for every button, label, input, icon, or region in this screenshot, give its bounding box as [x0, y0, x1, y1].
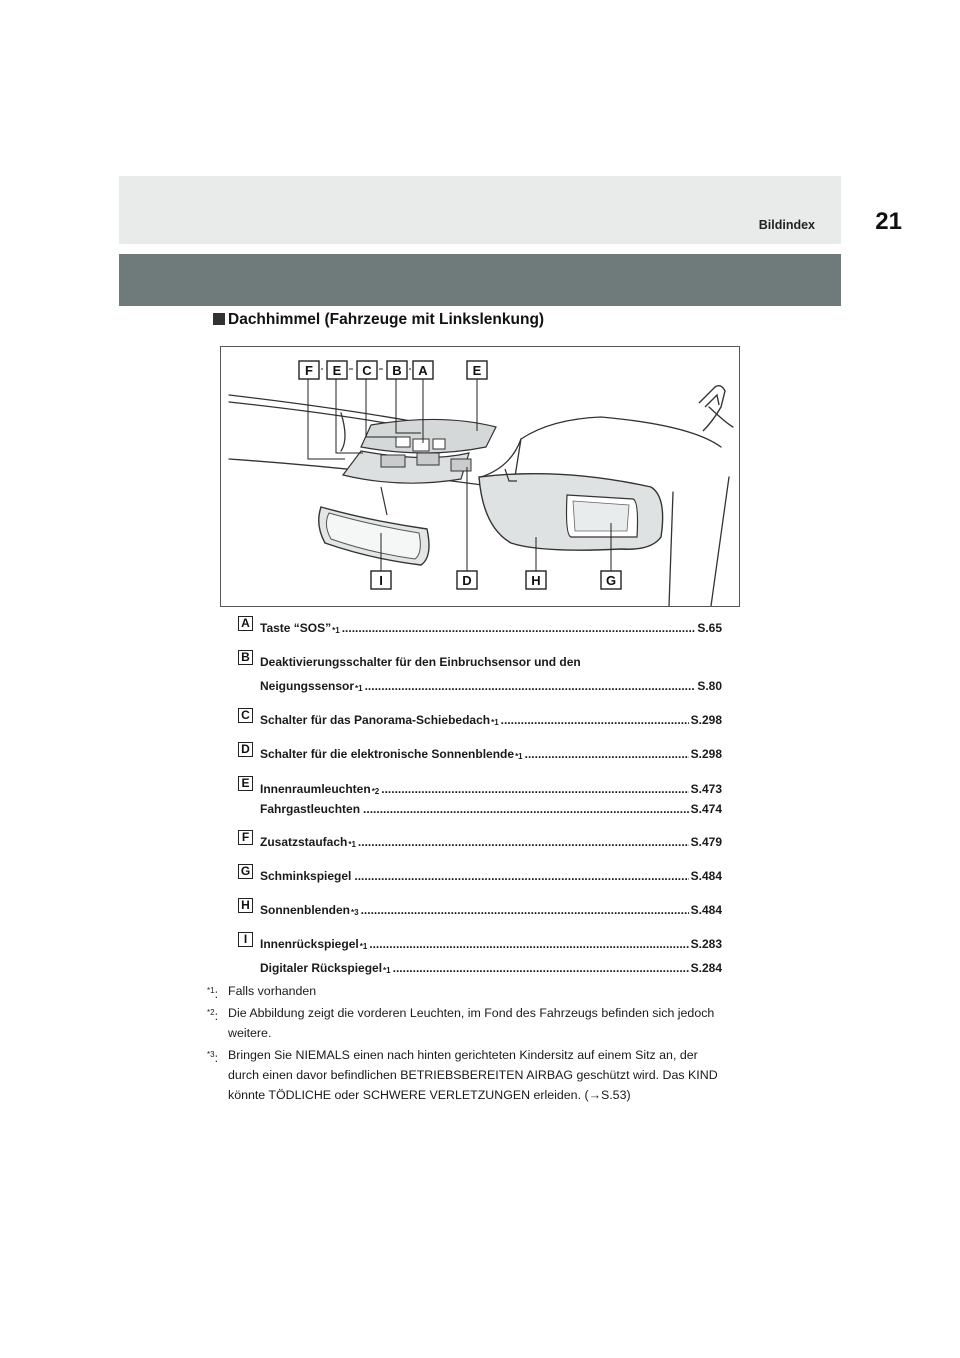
leader-dots	[525, 747, 689, 761]
entry-tag: D	[238, 742, 253, 757]
callout-B	[387, 361, 407, 379]
leader-dots	[393, 961, 689, 975]
entry-text: Innenrückspiegel	[260, 937, 359, 951]
entry-line	[260, 619, 722, 635]
callout-F	[299, 361, 319, 379]
leader-dots	[501, 713, 689, 727]
leader-dots	[361, 903, 689, 917]
page-number: 21	[875, 208, 902, 235]
footnote-mark: $^{*3}$:	[207, 1050, 219, 1065]
entry-sup: *1	[348, 840, 356, 849]
entry-line	[260, 780, 722, 796]
bottom-callouts	[371, 571, 621, 589]
callout-E-right	[467, 361, 487, 379]
entry-tag: A	[238, 616, 253, 631]
leader-dots	[365, 679, 696, 693]
entry-text: Schalter für das Panorama-Schiebedach	[260, 713, 491, 727]
entry-text: Digitaler Rückspiegel	[260, 961, 383, 975]
callout-H	[526, 571, 546, 589]
svg-text:E: E	[472, 363, 482, 378]
entry-tag: C	[238, 708, 253, 723]
entry-sup: *2	[371, 787, 380, 796]
svg-text:H: H	[531, 573, 541, 588]
leader-dots	[358, 835, 689, 849]
illustration-svg	[221, 347, 739, 606]
page-reference-link[interactable]: S.284	[690, 961, 722, 975]
page-reference-link[interactable]: S.473	[690, 782, 722, 796]
entry-line	[260, 800, 722, 816]
entry-text: Innenraumleuchten	[260, 782, 371, 796]
entry-sup: *1	[355, 684, 363, 693]
svg-text:A: A	[418, 363, 428, 378]
svg-text:C: C	[362, 363, 372, 378]
square-bullet-icon	[213, 313, 225, 325]
entry-line	[260, 653, 722, 669]
footnote-line: könnte TÖDLICHE oder SCHWERE VERLETZUNGEN erleiden. (→S.53)	[228, 1088, 631, 1102]
leader-dots	[342, 621, 696, 635]
entry-text: Schalter für die elektronische Sonnenblende	[260, 747, 515, 761]
entry-line	[260, 935, 722, 951]
footnote-1	[207, 981, 747, 1001]
entry-sup: *1	[383, 966, 391, 975]
title-band	[119, 254, 841, 306]
page-reference-link[interactable]: S.80	[697, 679, 722, 693]
page-reference-link[interactable]: S.474	[690, 802, 722, 816]
sun-visor	[479, 469, 663, 550]
rearview-mirror	[319, 487, 429, 565]
page-reference-link[interactable]: S.298	[690, 713, 722, 727]
svg-text:G: G	[605, 573, 617, 588]
page-reference-link[interactable]: S.484	[690, 903, 722, 917]
header-band	[119, 176, 841, 244]
entry-text: Deaktivierungsschalter für den Einbruchsensor und den	[260, 655, 581, 669]
entry-line	[260, 711, 722, 727]
entry-tag: I	[238, 932, 253, 947]
entry-tag: E	[238, 776, 253, 791]
footnote-line: weitere.	[228, 1026, 272, 1040]
page-reference-link[interactable]: S.65	[697, 621, 722, 635]
callout-E-left	[327, 361, 347, 379]
callout-A	[413, 361, 433, 379]
callout-G	[601, 571, 621, 589]
entry-sup: *3	[351, 908, 359, 917]
leader-dots	[363, 802, 689, 816]
entry-sup: *1	[491, 718, 499, 727]
entry-line	[260, 959, 722, 975]
footnote-2	[207, 1003, 747, 1043]
callout-D	[457, 571, 477, 589]
section-label: Bildindex	[758, 218, 815, 232]
grab-handle	[699, 386, 725, 431]
entry-text: Schminkspiegel	[260, 869, 352, 883]
entry-tag: G	[238, 864, 253, 879]
svg-text:I: I	[379, 573, 383, 588]
entry-sup: *1	[359, 942, 368, 951]
entry-text: Neigungssensor	[260, 679, 355, 693]
svg-text:E: E	[332, 363, 342, 378]
top-callouts	[299, 361, 487, 379]
entry-text: Sonnenblenden	[260, 903, 350, 917]
entry-tag: H	[238, 898, 253, 913]
footnote-line: durch einen davor befindlichen BETRIEBSBEREITEN AIRBAG geschützt wird. Das KIND	[228, 1068, 718, 1082]
footnote-3	[207, 1045, 747, 1105]
entry-sup: *1	[515, 752, 523, 761]
svg-text:B: B	[392, 363, 402, 378]
svg-text:D: D	[462, 573, 472, 588]
entry-line	[260, 901, 722, 917]
footnote-mark: $^{*2}$:	[207, 1008, 219, 1023]
footnote-line: Die Abbildung zeigt die vorderen Leuchten, im Fond des Fahrzeugs befinden sich jedoch	[228, 1006, 715, 1020]
page-reference-link[interactable]: S.479	[690, 835, 722, 849]
svg-text:F: F	[305, 363, 313, 378]
entry-text: Taste “SOS”	[260, 621, 332, 635]
footnote-mark: $^{*1}$:	[207, 986, 219, 1001]
page-reference-link[interactable]: S.298	[690, 747, 722, 761]
entry-tag: B	[238, 650, 253, 665]
entry-text: Fahrgastleuchten	[260, 802, 361, 816]
section-heading-text: Dachhimmel (Fahrzeuge mit Linkslenkung)	[228, 311, 545, 328]
footnote-line: Falls vorhanden	[228, 984, 317, 998]
entry-line	[260, 677, 722, 693]
overhead-console-illustration	[220, 346, 740, 607]
callout-I	[371, 571, 391, 589]
entry-sup: *1	[332, 626, 340, 635]
section-heading	[213, 311, 544, 329]
page-reference-link[interactable]: S.484	[690, 869, 722, 883]
entry-text: Zusatzstaufach	[260, 835, 348, 849]
callout-C	[357, 361, 377, 379]
leader-dots	[369, 937, 688, 951]
entry-line	[260, 867, 722, 883]
page-reference-link[interactable]: S.283	[690, 937, 722, 951]
leader-dots	[354, 869, 688, 883]
entry-line	[260, 745, 722, 761]
leader-dots	[381, 782, 688, 796]
footnote-line: Bringen Sie NIEMALS einen nach hinten gerichteten Kindersitz auf einem Sitz an, der	[228, 1048, 698, 1062]
entry-tag: F	[238, 830, 253, 845]
entry-line	[260, 833, 722, 849]
